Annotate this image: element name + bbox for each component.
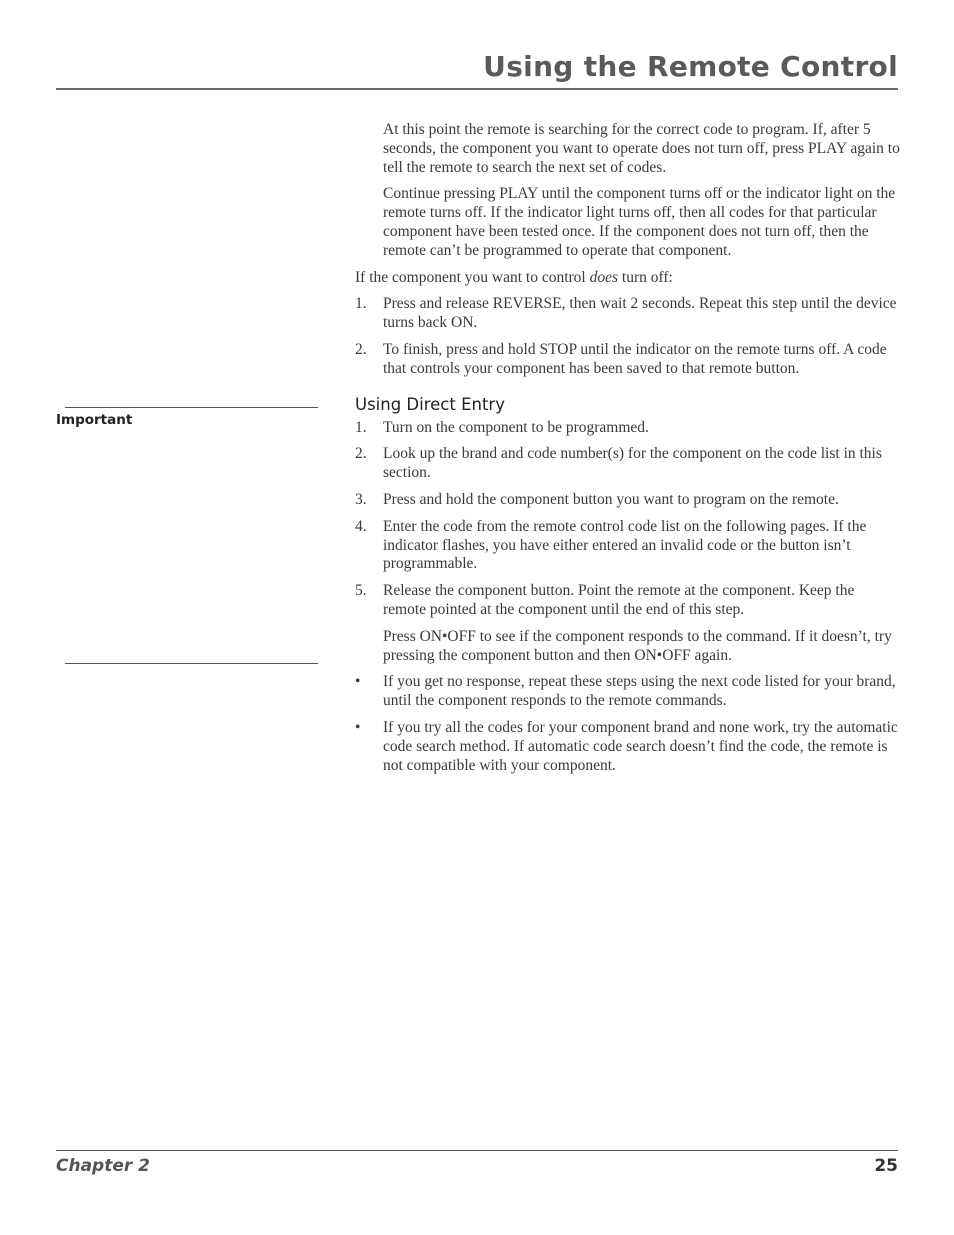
step-5-continuation: Press ON•OFF to see if the component responds to the command. If it doesn’t, try pressing the component button and then ON•OFF again. [383,627,892,664]
important-label: Important [56,412,133,428]
page-title: Using the Remote Control [483,50,898,83]
list-text: Enter the code from the remote control code list on the following pages. If the indicator flashes, you have either entered an invalid code or the button isn’t programmable. [383,517,867,573]
list-text: Look up the brand and code number(s) for the component on the code list in this section. [383,445,882,482]
list-number: 2. [355,340,367,358]
bullet-text: If you get no response, repeat these steps using the next code listed for your brand, until the component responds to the remote commands. [383,673,896,710]
sidebar-top-divider [65,407,318,408]
intro-paragraph-2: Continue pressing PLAY until the component turns off or the indicator light on the remote turns off. If the indicator light turns off, then all codes for that particular component have been tested once. If the component does not turn off, then the remote can’t be programmed to operate that component. [383,185,896,259]
list-item [355,341,900,379]
list-item [355,582,900,620]
list-number: 1. [355,418,367,436]
list-number: 5. [355,582,367,600]
list-item [355,491,900,510]
footer-chapter: Chapter 2 [56,1156,151,1176]
list-text: Press and hold the component button you want to program on the remote. [383,490,839,508]
list-text: Press and release REVERSE, then wait 2 seconds. Repeat this step until the device turns back ON. [383,295,897,332]
list-item [355,419,900,438]
list-number: 1. [355,295,367,313]
page-number: 25 [874,1156,898,1176]
bullet-item [355,719,900,775]
bullet-mark: • [355,673,361,691]
list-item [355,295,900,333]
bullet-item [355,673,900,711]
footer-divider [56,1150,898,1151]
does-turn-off-line [355,269,900,288]
intro-paragraph-1: At this point the remote is searching for the correct code to program. If, after 5 seconds, the component you want to operate does not turn off, press PLAY again to tell the remote to search the next set of codes. [383,121,900,176]
list-number: 3. [355,490,367,508]
list-item [355,518,900,574]
bullet-text: If you try all the codes for your component brand and none work, try the automatic code search method. If automatic code search doesn’t find the code, the remote is not compatible with your component. [383,718,898,774]
bullet-mark: • [355,718,361,736]
list-number: 4. [355,517,367,535]
list-text: To finish, press and hold STOP until the indicator on the remote turns off. A code that controls your component has been saved to that remote button. [383,340,887,377]
sidebar-bottom-divider [65,663,318,664]
section-heading-direct-entry: Using Direct Entry [355,394,505,414]
does-line-before: If the component you want to control [355,268,590,286]
list-item [355,445,900,483]
does-line-after: turn off: [618,268,673,286]
list-number: 2. [355,445,367,463]
title-divider [56,88,898,90]
list-text: Turn on the component to be programmed. [383,418,649,436]
main-content [355,121,900,783]
list-text: Release the component button. Point the remote at the component. Keep the remote pointed at the component until the end of this step. [383,582,855,618]
does-emphasis: does [589,268,619,286]
